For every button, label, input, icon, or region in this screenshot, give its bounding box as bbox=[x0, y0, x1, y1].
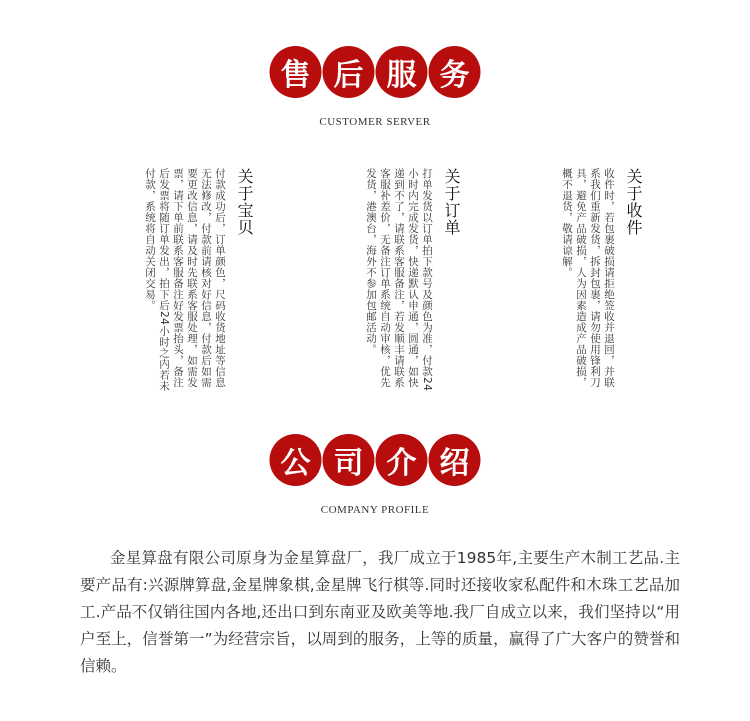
title-char: 务 bbox=[429, 46, 481, 98]
company-subtitle: COMPANY PROFILE bbox=[320, 504, 430, 516]
after-sales-banner bbox=[0, 46, 750, 156]
title-char: 公 bbox=[270, 434, 322, 486]
company-banner bbox=[0, 434, 750, 544]
order-title: 关于订单 bbox=[442, 168, 461, 236]
product-title: 关于宝贝 bbox=[235, 168, 254, 236]
title-char: 后 bbox=[323, 46, 375, 98]
receive-section bbox=[534, 168, 644, 408]
title-char: 介 bbox=[376, 434, 428, 486]
order-body: 打单发货以订单拍下款号及颜色为准，付款24小时内完成发货，快递默认申通，圆通，如快递到不了，请联系客服备注，若发顺丰请联系客服补差价，无备注订单系统自动审核，优先发货，港澳台，海外不参加包邮活动。 bbox=[365, 168, 433, 392]
product-section bbox=[115, 168, 255, 408]
title-char: 绍 bbox=[429, 434, 481, 486]
company-title bbox=[270, 434, 481, 486]
receive-body: 收件时，若包裹破损请拒绝签收并退回，并联系我们重新发货，拆封包裹，请勿使用锋利刀具，避免产品破损，人为因素造成产品破损，概不退货，敬请谅解。 bbox=[561, 168, 615, 388]
title-char: 服 bbox=[376, 46, 428, 98]
company-profile-text: 金星算盘有限公司原身为金星算盘厂，我厂成立于1985年,主要生产木制工艺品.主要产品有:兴源牌算盘,金星牌象棋,金星牌飞行棋等.同时还接收家私配件和木珠工艺品加工.产品不仅销往国内各地,还出口到东南亚及欧美等地.我厂自成立以来，我们坚持以“用户至上，信誉第一”为经营宗旨，以周到的服务，上等的质量，赢得了广大客户的赞誉和信赖。 bbox=[80, 549, 680, 675]
title-char: 售 bbox=[270, 46, 322, 98]
product-body: 付款成功后，订单颜色，尺码收货地址等信息无法修改，付款前请核对好信息，付款后如需要更改信息，请及时先联系客服处理，如需发票，请下单前联系客服备注好发票抬头，备注后发票将随订单发出，拍下后24小时之内若未付款，系统将自动关闭交易。 bbox=[144, 168, 226, 392]
after-sales-subtitle: CUSTOMER SERVER bbox=[319, 116, 431, 128]
order-section bbox=[334, 168, 462, 408]
receive-title: 关于收件 bbox=[624, 168, 643, 236]
after-sales-title bbox=[270, 46, 481, 98]
title-char: 司 bbox=[323, 434, 375, 486]
